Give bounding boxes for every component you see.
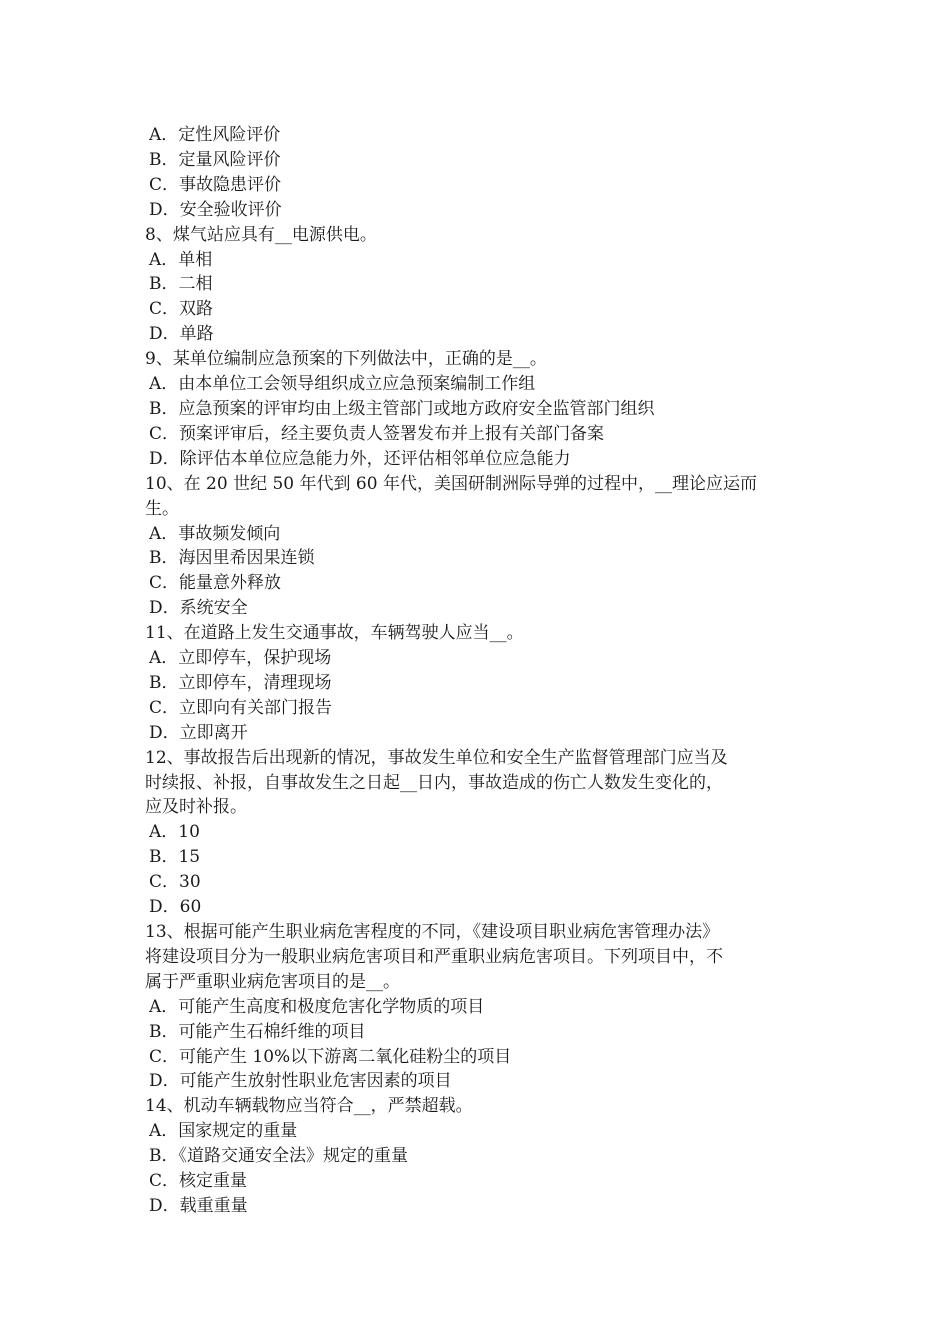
question-text: 12、事故报告后出现新的情况，事故发生单位和安全生产监督管理部门应当及 — [145, 747, 728, 768]
option-b: B．二相 — [149, 274, 213, 295]
option-a: A．由本单位工会领导组织成立应急预案编制工作组 — [149, 374, 536, 395]
document-page — [145, 123, 815, 1219]
leading-options — [145, 123, 815, 223]
option-a: A．国家规定的重量 — [149, 1121, 298, 1142]
option-d: D．系统安全 — [149, 598, 248, 619]
question-text-continued: 生。 — [145, 498, 179, 519]
option-d: D．安全验收评价 — [149, 199, 282, 220]
question-10 — [145, 472, 815, 621]
question-text: 11、在道路上发生交通事故，车辆驾驶人应当__。 — [145, 623, 524, 644]
option-c: C．事故隐患评价 — [149, 174, 282, 195]
option-b: B．海因里希因果连锁 — [149, 548, 315, 569]
question-text: 9、某单位编制应急预案的下列做法中，正确的是__。 — [145, 349, 547, 370]
option-d: D．单路 — [149, 324, 214, 345]
option-d: D．60 — [149, 897, 202, 918]
option-d: D．立即离开 — [149, 722, 248, 743]
option-c: C．预案评审后，经主要负责人签署发布并上报有关部门备案 — [149, 423, 605, 444]
option-b: B．15 — [149, 847, 201, 868]
question-text: 14、机动车辆载物应当符合__，严禁超载。 — [145, 1096, 473, 1117]
option-d: D．可能产生放射性职业危害因素的项目 — [149, 1071, 452, 1092]
option-b: B．《道路交通安全法》规定的重量 — [149, 1146, 408, 1167]
option-a: A．10 — [149, 822, 200, 843]
option-c: C．可能产生 10%以下游离二氧化硅粉尘的项目 — [149, 1046, 512, 1067]
question-9 — [145, 347, 815, 472]
question-8 — [145, 223, 815, 348]
option-b: B．可能产生石棉纤维的项目 — [149, 1021, 366, 1042]
option-c: C．能量意外释放 — [149, 573, 282, 594]
option-b: B．立即停车，清理现场 — [149, 672, 332, 693]
option-d: D．除评估本单位应急能力外，还评估相邻单位应急能力 — [149, 448, 571, 469]
option-a: A．定性风险评价 — [149, 125, 281, 145]
question-14 — [145, 1094, 815, 1219]
question-text-continued: 时续报、补报，自事故发生之日起__日内，事故造成的伤亡人数发生变化的， — [145, 772, 723, 793]
option-c: C．30 — [149, 872, 201, 893]
option-b: B．应急预案的评审均由上级主管部门或地方政府安全监管部门组织 — [149, 398, 655, 419]
option-a: A．立即停车，保护现场 — [149, 648, 332, 669]
question-text: 13、根据可能产生职业病危害程度的不同，《建设项目职业病危害管理办法》 — [145, 922, 720, 942]
option-c: C．立即向有关部门报告 — [149, 697, 333, 718]
option-c: C．核定重量 — [149, 1171, 248, 1192]
option-c: C．双路 — [149, 299, 214, 320]
question-text-continued: 将建设项目分为一般职业病危害项目和严重职业病危害项目。下列项目中，不 — [145, 946, 723, 967]
question-13 — [145, 920, 815, 1094]
question-12 — [145, 746, 815, 920]
option-a: A．事故频发倾向 — [149, 523, 281, 544]
option-a: A．可能产生高度和极度危害化学物质的项目 — [149, 996, 485, 1017]
option-a: A．单相 — [149, 249, 213, 270]
question-text: 10、在 20 世纪 50 年代到 60 年代，美国研制洲际导弹的过程中，__理论应运而 — [145, 473, 757, 494]
question-text-continued: 应及时补报。 — [145, 797, 247, 818]
option-d: D．载重重量 — [149, 1195, 248, 1216]
question-text-continued: 属于严重职业病危害项目的是__。 — [145, 971, 400, 992]
option-b: B．定量风险评价 — [149, 149, 281, 170]
question-11 — [145, 621, 815, 746]
question-text: 8、煤气站应具有__电源供电。 — [145, 224, 377, 245]
